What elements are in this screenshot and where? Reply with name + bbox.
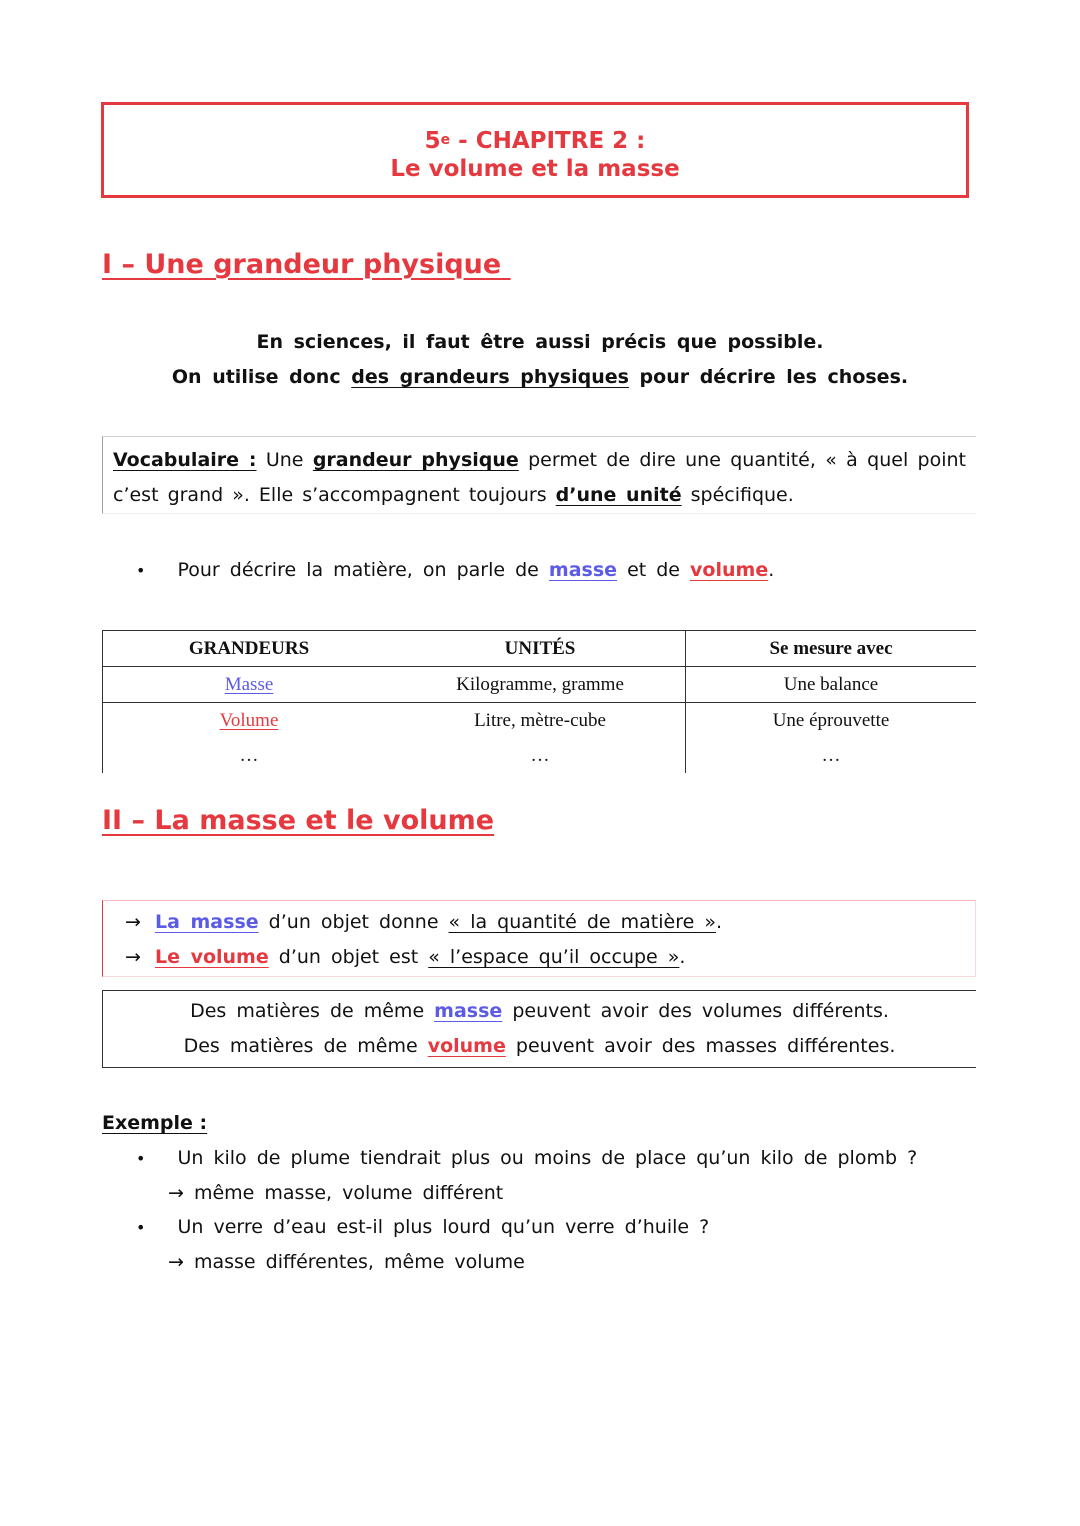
bullet-item-matiere [136, 559, 774, 581]
table-cell-grandeur [103, 667, 396, 703]
definition-volume-quote: « l’espace qu’il occupe » [428, 946, 680, 968]
table-cell-instrument: Une éprouvette [686, 703, 977, 739]
table-cell-grandeur: … [103, 738, 396, 773]
definition-volume-term: Le volume [154, 946, 269, 968]
summary-box [102, 990, 976, 1068]
table-row [103, 738, 977, 773]
table-cell-unite: Litre, mètre-cube [474, 709, 606, 731]
definition-volume [125, 940, 975, 975]
table-cell-instrument: … [686, 738, 977, 773]
table-cell-unite: … [530, 744, 550, 766]
example-answer: → masse différentes, même volume [168, 1251, 525, 1273]
chapter-number: - CHAPITRE 2 : [450, 128, 646, 154]
chapter-level: 5 [424, 128, 441, 154]
table-cell-unite: Kilogramme, gramme [395, 667, 686, 703]
example-item [136, 1216, 709, 1238]
example-question: Un kilo de plume tiendrait plus ou moins de place qu’un kilo de plomb ? [177, 1147, 918, 1169]
intro-line-1: En sciences, il faut être aussi précis que possible. [256, 331, 824, 353]
example-question: Un verre d’eau est-il plus lourd qu’un verre d’huile ? [177, 1216, 710, 1238]
table-header-row [103, 631, 977, 667]
definition-masse-term: La masse [154, 911, 259, 933]
chapter-title: Le volume et la masse [390, 156, 680, 182]
definition-masse-quote: « la quantité de matière » [448, 911, 716, 933]
volume-term: volume [690, 559, 769, 581]
summary-volume-term: volume [427, 1035, 506, 1057]
definition-masse-end: . [715, 911, 723, 933]
grandeurs-table [102, 630, 976, 773]
bullet-text-post: . [768, 559, 775, 581]
bullet-icon: • [136, 1218, 146, 1237]
summary-line-1-pre: Des matières de même [190, 1000, 435, 1022]
table-cell-instrument: Une balance [686, 667, 977, 703]
example-item [136, 1147, 917, 1169]
intro-grandeurs-term: des grandeurs physiques [351, 366, 629, 388]
intro-line-2-pre: On utilise donc [171, 366, 352, 388]
vocabulary-text-3: spécifique. [681, 484, 794, 506]
chapter-level-sup: e [440, 132, 451, 148]
table-row [103, 667, 977, 703]
definition-volume-end: . [679, 946, 686, 968]
intro-line-2 [0, 366, 1080, 388]
example-answer: → même masse, volume différent [168, 1182, 504, 1204]
definition-masse-text: d’un objet donne [258, 911, 449, 933]
chapter-heading [104, 127, 966, 155]
arrow-right-icon: → [125, 911, 141, 933]
table-header-mesure: Se mesure avec [686, 631, 977, 667]
summary-line-2-post: peuvent avoir des masses différentes. [505, 1035, 896, 1057]
table-cell-grandeur [103, 703, 396, 739]
chapter-title-box [101, 102, 969, 198]
vocabulary-label: Vocabulaire : [113, 449, 257, 471]
bullet-text-pre: Pour décrire la matière, on parle de [177, 559, 549, 581]
definitions-box [102, 900, 976, 977]
vocabulary-term: grandeur physique [312, 449, 519, 471]
masse-term: masse [548, 559, 618, 581]
summary-line-1-post: peuvent avoir des volumes différents. [502, 1000, 889, 1022]
bullet-icon: • [136, 1149, 146, 1168]
volume-link[interactable]: Volume [219, 709, 279, 731]
summary-line-1 [103, 994, 976, 1029]
definition-volume-text: d’un objet est [268, 946, 429, 968]
bullet-icon: • [136, 561, 146, 580]
vocabulary-box [102, 436, 976, 514]
summary-line-2-pre: Des matières de même [183, 1035, 428, 1057]
definition-masse [125, 905, 975, 940]
example-title: Exemple : [102, 1112, 208, 1134]
table-header-unites: UNITÉS [395, 631, 686, 667]
summary-line-2 [103, 1029, 976, 1064]
intro-line-2-post: pour décrire les choses. [628, 366, 909, 388]
vocabulary-text-2: permet de dire une quantité, « à quel point c’est grand ». Elle s’accompagnent toujours [113, 449, 967, 506]
vocabulary-text-1: Une [256, 449, 313, 471]
section-2-title: II – La masse et le volume [102, 805, 495, 836]
arrow-right-icon: → [125, 946, 141, 968]
bullet-text-mid: et de [617, 559, 691, 581]
section-1-title: I – Une grandeur physique [102, 249, 511, 280]
summary-masse-term: masse [434, 1000, 503, 1022]
table-header-grandeurs: GRANDEURS [103, 631, 396, 667]
vocabulary-unit-term: d’une unité [555, 484, 682, 506]
masse-link[interactable]: Masse [224, 673, 274, 695]
table-row [103, 703, 977, 739]
